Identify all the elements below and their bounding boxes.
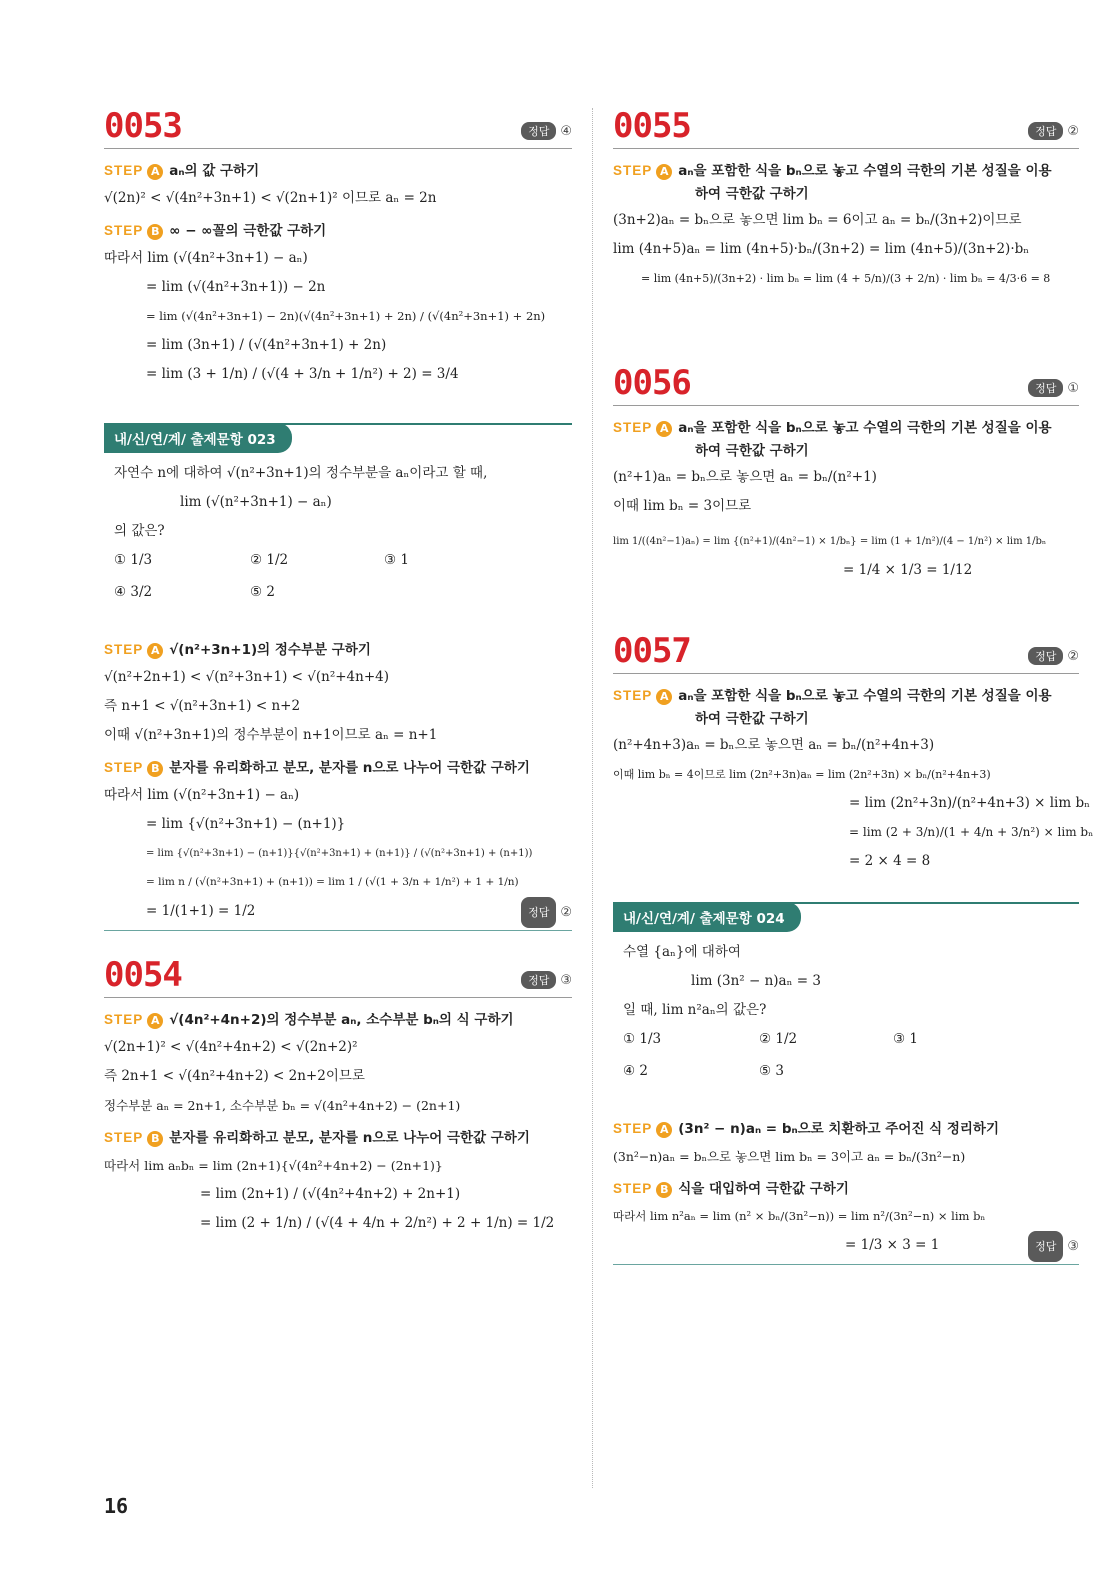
step-label: STEP bbox=[104, 223, 144, 238]
math-line: = lim (√(4n²+3n+1)) − 2n bbox=[146, 279, 326, 295]
step-label: STEP bbox=[104, 642, 144, 657]
related-question-024-body bbox=[613, 938, 1079, 1093]
step-a-heading bbox=[613, 1117, 1079, 1138]
answer-value: ② bbox=[1067, 649, 1079, 664]
step-label: STEP bbox=[613, 163, 653, 178]
section-divider bbox=[613, 1264, 1079, 1265]
related-question-023-header bbox=[104, 423, 572, 451]
choice-5: ⑤ 3 bbox=[759, 1063, 784, 1079]
math-line-final bbox=[613, 1231, 1079, 1260]
question-formula: lim (√(n²+3n+1) − aₙ) bbox=[180, 494, 332, 510]
step-title: ∞ − ∞꼴의 극한값 구하기 bbox=[169, 223, 327, 239]
step-title: aₙ을 포함한 식을 bₙ으로 놓고 수열의 극한의 기본 성질을 이용 bbox=[678, 420, 1052, 436]
math-line: (3n²−n)aₙ = bₙ으로 놓으면 lim bₙ = 3이고 aₙ = bₙ/(3n²−n) bbox=[613, 1149, 966, 1164]
math-line: 즉 2n+1 < √(4n²+4n+2) < 2n+2이므로 bbox=[104, 1068, 365, 1084]
math-line: = lim (√(4n²+3n+1) − 2n)(√(4n²+3n+1) + 2n) / (√(4n²+3n+1) + 2n) bbox=[146, 309, 546, 323]
step-title: 분자를 유리화하고 분모, 분자를 n으로 나누어 극한값 구하기 bbox=[169, 1130, 530, 1146]
step-letter-badge: B bbox=[147, 1131, 163, 1147]
problem-0055-header bbox=[613, 100, 1079, 149]
step-a-heading bbox=[104, 159, 572, 180]
answer-tag bbox=[1028, 379, 1079, 397]
step-label: STEP bbox=[613, 688, 653, 703]
question-text: 일 때, lim n²aₙ의 값은? bbox=[623, 1002, 767, 1018]
answer-tag bbox=[521, 971, 572, 989]
step-a-heading bbox=[104, 1008, 572, 1029]
answer-choices bbox=[623, 1025, 1079, 1093]
math-line: = lim (2 + 1/n) / (√(4 + 4/n + 2/n²) + 2 + 1/n) = 1/2 bbox=[200, 1215, 555, 1231]
answer-tag bbox=[521, 122, 572, 140]
answer-tag bbox=[1028, 122, 1079, 140]
math-line: lim (4n+5)aₙ = lim (4n+5)·bₙ/(3n+2) = lim (4n+5)/(3n+2)·bₙ bbox=[613, 241, 1030, 257]
problem-number: 0055 bbox=[613, 106, 691, 146]
math-line: 따라서 lim (√(n²+3n+1) − aₙ) bbox=[104, 787, 300, 803]
step-b-heading bbox=[613, 1177, 1079, 1198]
step-label: STEP bbox=[613, 1121, 653, 1136]
choice-3: ③ 1 bbox=[384, 552, 409, 568]
math-line: 이때 lim bₙ = 3이므로 bbox=[613, 498, 752, 514]
step-a-heading bbox=[613, 159, 1079, 180]
step-title: √(n²+3n+1)의 정수부분 구하기 bbox=[169, 642, 371, 658]
math-line: = lim (4n+5)/(3n+2) · lim bₙ = lim (4 + 5/n)/(3 + 2/n) · lim bₙ = 4/3·6 = 8 bbox=[641, 272, 1051, 285]
choice-2: ② 1/2 bbox=[759, 1031, 798, 1047]
step-letter-badge: A bbox=[147, 164, 163, 180]
related-question-023-body bbox=[104, 459, 572, 614]
step-letter-badge: A bbox=[147, 643, 163, 659]
question-text: 수열 {aₙ}에 대하여 bbox=[623, 944, 741, 960]
step-letter-badge: A bbox=[656, 164, 672, 180]
step-b-heading bbox=[104, 219, 572, 240]
answer-value: ② bbox=[1067, 124, 1079, 139]
problem-number: 0053 bbox=[104, 106, 182, 146]
related-question-024-header bbox=[613, 902, 1079, 930]
page-number: 16 bbox=[104, 1494, 129, 1518]
math-line-final bbox=[104, 897, 572, 926]
question-formula: lim (3n² − n)aₙ = 3 bbox=[691, 973, 821, 989]
step-label: STEP bbox=[104, 760, 144, 775]
answer-value: ④ bbox=[560, 124, 572, 139]
step-title: aₙ을 포함한 식을 bₙ으로 놓고 수열의 극한의 기본 성질을 이용 bbox=[678, 688, 1052, 704]
math-line: √(2n)² < √(4n²+3n+1) < √(2n+1)² 이므로 aₙ = 2n bbox=[104, 190, 437, 206]
step-a-heading bbox=[613, 684, 1079, 705]
math-line: = 1/4 × 1/3 = 1/12 bbox=[843, 562, 973, 578]
step-label: STEP bbox=[613, 420, 653, 435]
math-line: 정수부분 aₙ = 2n+1, 소수부분 bₙ = √(4n²+4n+2) − (2n+1) bbox=[104, 1098, 461, 1113]
question-text: 의 값은? bbox=[114, 523, 165, 539]
math-line: = lim (2n²+3n)/(n²+4n+3) × lim bₙ bbox=[849, 795, 1090, 811]
answer-badge: 정답 bbox=[1028, 122, 1063, 140]
answer-value: ③ bbox=[1067, 1239, 1079, 1254]
math-line: (n²+4n+3)aₙ = bₙ으로 놓으면 aₙ = bₙ/(n²+4n+3) bbox=[613, 737, 935, 753]
choice-4: ④ 3/2 bbox=[114, 584, 153, 600]
math-line-text: = 1/(1+1) = 1/2 bbox=[146, 903, 256, 919]
step-title: 분자를 유리화하고 분모, 분자를 n으로 나누어 극한값 구하기 bbox=[169, 760, 530, 776]
step-letter-badge: A bbox=[656, 421, 672, 437]
math-line: = lim {√(n²+3n+1) − (n+1)}{√(n²+3n+1) + (n+1)} / (√(n²+3n+1) + (n+1)) bbox=[146, 848, 533, 859]
answer-value: ② bbox=[560, 905, 572, 920]
answer-badge: 정답 bbox=[521, 971, 556, 989]
related-question-tab: 내/신/연/계/ 출제문항 023 bbox=[104, 423, 292, 453]
step-letter-badge: A bbox=[656, 1122, 672, 1138]
math-line: 이때 √(n²+3n+1)의 정수부분이 n+1이므로 aₙ = n+1 bbox=[104, 727, 438, 743]
related-question-tab: 내/신/연/계/ 출제문항 024 bbox=[613, 902, 801, 932]
math-line: = lim (2n+1) / (√(4n²+4n+2) + 2n+1) bbox=[200, 1186, 461, 1202]
step-label: STEP bbox=[104, 1012, 144, 1027]
answer-tag bbox=[521, 897, 572, 928]
problem-0053-header bbox=[104, 100, 572, 149]
box-rule bbox=[613, 902, 1079, 904]
answer-badge: 정답 bbox=[1028, 1231, 1063, 1262]
problem-0056-header bbox=[613, 357, 1079, 406]
problem-0057-header bbox=[613, 625, 1079, 674]
math-line: 즉 n+1 < √(n²+3n+1) < n+2 bbox=[104, 698, 301, 714]
step-b-heading bbox=[104, 1126, 572, 1147]
math-line: 따라서 lim (√(4n²+3n+1) − aₙ) bbox=[104, 250, 308, 266]
answer-tag bbox=[1028, 1231, 1079, 1262]
step-title: (3n² − n)aₙ = bₙ으로 치환하고 주어진 식 정리하기 bbox=[678, 1121, 1000, 1137]
choice-5: ⑤ 2 bbox=[250, 584, 275, 600]
math-line: (n²+1)aₙ = bₙ으로 놓으면 aₙ = bₙ/(n²+1) bbox=[613, 469, 877, 485]
choice-3: ③ 1 bbox=[893, 1031, 918, 1047]
step-label: STEP bbox=[104, 1130, 144, 1145]
step-title: √(4n²+4n+2)의 정수부분 aₙ, 소수부분 bₙ의 식 구하기 bbox=[169, 1012, 514, 1028]
step-label: STEP bbox=[104, 163, 144, 178]
step-title-continued: 하여 극한값 구하기 bbox=[695, 186, 809, 202]
step-letter-badge: B bbox=[656, 1182, 672, 1198]
step-letter-badge: A bbox=[656, 689, 672, 705]
answer-choices bbox=[114, 546, 572, 614]
step-letter-badge: A bbox=[147, 1013, 163, 1029]
math-line: = lim {√(n²+3n+1) − (n+1)} bbox=[146, 816, 346, 832]
math-line: 이때 lim bₙ = 4이므로 lim (2n²+3n)aₙ = lim (2n²+3n) × bₙ/(n²+4n+3) bbox=[613, 768, 991, 781]
answer-badge: 정답 bbox=[521, 122, 556, 140]
right-column bbox=[613, 100, 1094, 1265]
answer-badge: 정답 bbox=[1028, 379, 1063, 397]
answer-value: ③ bbox=[560, 973, 572, 988]
step-title-continued: 하여 극한값 구하기 bbox=[695, 711, 809, 727]
math-line: lim 1/((4n²−1)aₙ) = lim {(n²+1)/(4n²−1) × 1/bₙ} = lim (1 + 1/n²)/(4 − 1/n²) × lim 1/bₙ bbox=[613, 536, 1047, 547]
step-a-heading bbox=[104, 638, 572, 659]
problem-number: 0057 bbox=[613, 631, 691, 671]
math-line: 따라서 lim aₙbₙ = lim (2n+1){√(4n²+4n+2) − (2n+1)} bbox=[104, 1158, 443, 1173]
question-text: 자연수 n에 대하여 √(n²+3n+1)의 정수부분을 aₙ이라고 할 때, bbox=[114, 465, 488, 481]
math-line: (3n+2)aₙ = bₙ으로 놓으면 lim bₙ = 6이고 aₙ = bₙ/(3n+2)이므로 bbox=[613, 212, 1022, 228]
step-letter-badge: B bbox=[147, 224, 163, 240]
step-title-continued: 하여 극한값 구하기 bbox=[695, 443, 809, 459]
answer-value: ① bbox=[1067, 381, 1079, 396]
step-b-heading bbox=[104, 756, 572, 777]
math-line: = lim (2 + 3/n)/(1 + 4/n + 3/n²) × lim bₙ bbox=[849, 825, 1094, 839]
step-a-heading bbox=[613, 416, 1079, 437]
math-line-text: = 1/3 × 3 = 1 bbox=[845, 1237, 940, 1253]
left-column bbox=[104, 100, 572, 1238]
math-line: = lim (3n+1) / (√(4n²+3n+1) + 2n) bbox=[146, 337, 387, 353]
box-rule bbox=[104, 423, 572, 425]
math-line: √(2n+1)² < √(4n²+4n+2) < √(2n+2)² bbox=[104, 1039, 358, 1055]
choice-1: ① 1/3 bbox=[623, 1031, 662, 1047]
answer-badge: 정답 bbox=[1028, 647, 1063, 665]
math-line: 따라서 lim n²aₙ = lim (n² × bₙ/(3n²−n)) = lim n²/(3n²−n) × lim bₙ bbox=[613, 1209, 986, 1223]
answer-tag bbox=[1028, 647, 1079, 665]
math-line: = 2 × 4 = 8 bbox=[849, 853, 931, 869]
step-title: aₙ의 값 구하기 bbox=[169, 163, 260, 179]
step-title: 식을 대입하여 극한값 구하기 bbox=[678, 1181, 849, 1197]
problem-0054-header bbox=[104, 949, 572, 998]
answer-badge: 정답 bbox=[521, 897, 556, 928]
step-label: STEP bbox=[613, 1181, 653, 1196]
step-letter-badge: B bbox=[147, 761, 163, 777]
column-divider bbox=[592, 108, 593, 1488]
choice-1: ① 1/3 bbox=[114, 552, 153, 568]
math-line: = lim n / (√(n²+3n+1) + (n+1)) = lim 1 / (√(1 + 3/n + 1/n²) + 1 + 1/n) bbox=[146, 876, 519, 888]
choice-4: ④ 2 bbox=[623, 1063, 648, 1079]
choice-2: ② 1/2 bbox=[250, 552, 289, 568]
problem-number: 0054 bbox=[104, 955, 182, 995]
math-line: = lim (3 + 1/n) / (√(4 + 3/n + 1/n²) + 2) = 3/4 bbox=[146, 366, 459, 382]
step-title: aₙ을 포함한 식을 bₙ으로 놓고 수열의 극한의 기본 성질을 이용 bbox=[678, 163, 1052, 179]
math-line: √(n²+2n+1) < √(n²+3n+1) < √(n²+4n+4) bbox=[104, 669, 390, 685]
problem-number: 0056 bbox=[613, 363, 691, 403]
